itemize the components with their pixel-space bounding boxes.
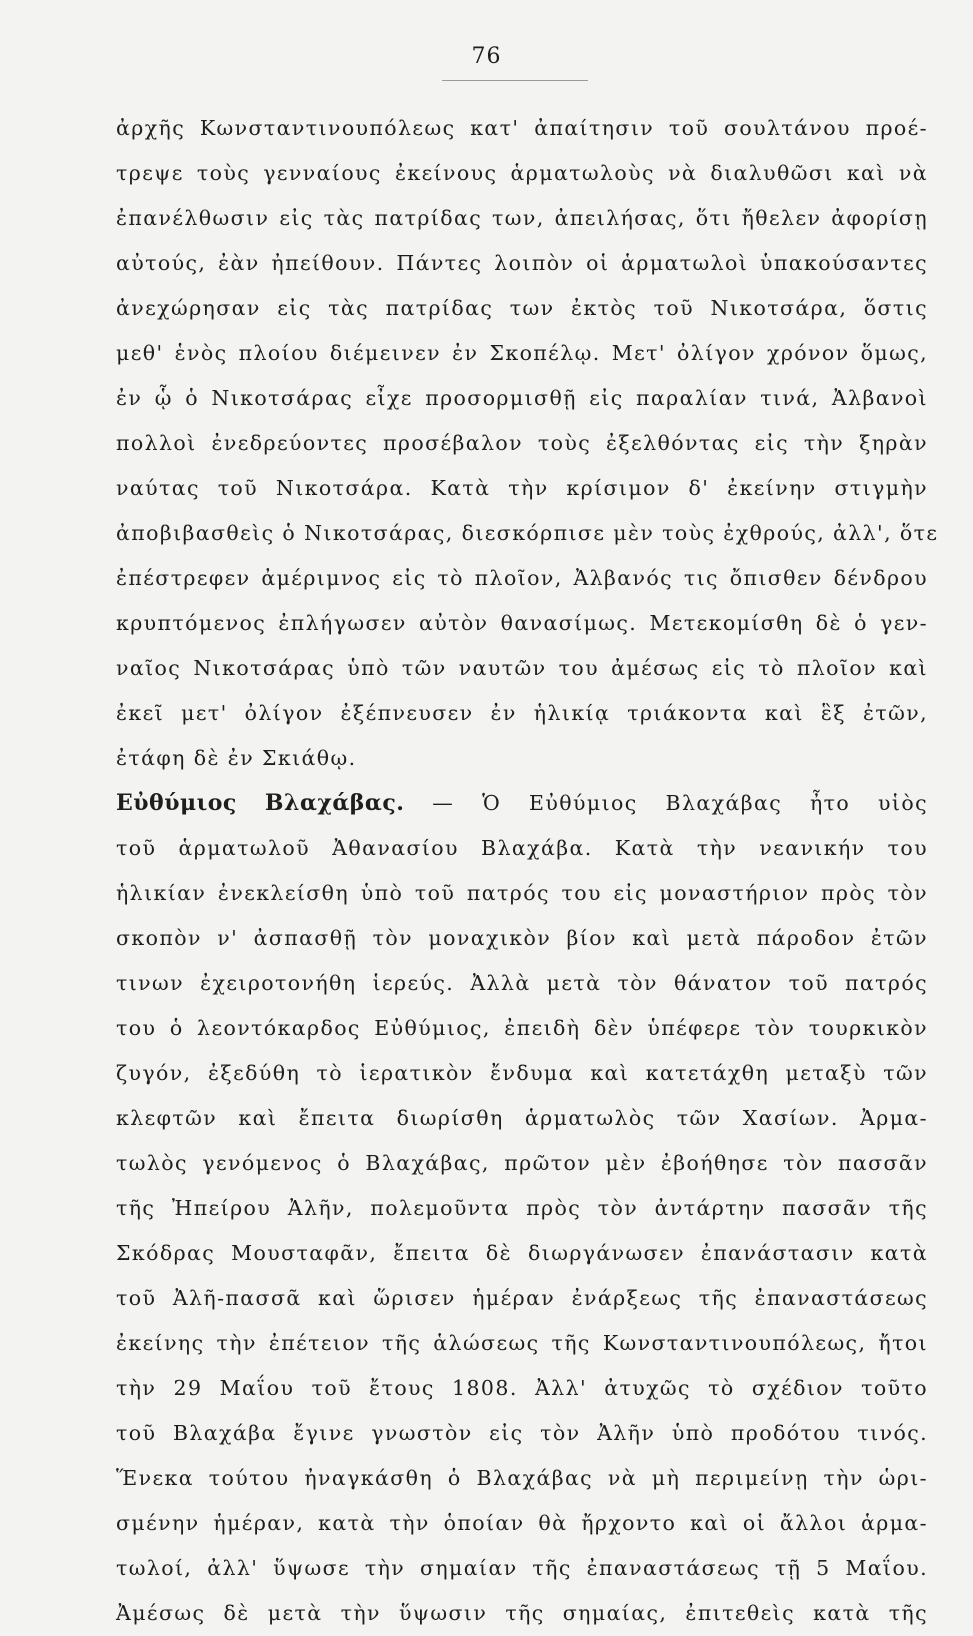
header-rule xyxy=(442,80,588,81)
text-line: Ἀμέσως δὲ μετὰ τὴν ὕψωσιν τῆς σημαίας, ἐπιτεθεὶς κατὰ τῆς xyxy=(116,1601,928,1625)
text-line: αὐτούς, ἐὰν ἠπείθουν. Πάντες λοιπὸν οἱ ἁρματωλοὶ ὑπακούσαντες xyxy=(116,251,928,275)
text-line: ναῖος Νικοτσάρας ὑπὸ τῶν ναυτῶν του ἀμέσως εἰς τὸ πλοῖον καὶ xyxy=(116,656,928,680)
text-line: του ὁ λεοντόκαρδος Εὐθύμιος, ἐπειδὴ δὲν ὑπέφερε τὸν τουρκικὸν xyxy=(116,1016,928,1040)
text-line: ἀνεχώρησαν εἰς τὰς πατρίδας των ἐκτὸς τοῦ Νικοτσάρα, ὅστις xyxy=(116,296,928,320)
heading-continuation: — Ὁ Εὐθύμιος Βλαχάβας ἦτο υἱὸς xyxy=(404,791,928,815)
section-vlachavas xyxy=(116,781,928,1636)
text-line: ἐκεῖ μετ' ὀλίγον ἐξέπνευσεν ἐν ἡλικίᾳ τριάκοντα καὶ ἓξ ἐτῶν, xyxy=(116,701,928,725)
text-line: Σκόδρας Μουσταφᾶν, ἔπειτα δὲ διωργάνωσεν ἐπανάστασιν κατὰ xyxy=(116,1241,928,1265)
text-line: ἐκείνης τὴν ἐπέτειον τῆς ἁλώσεως τῆς Κωνσταντινουπόλεως, ἤτοι xyxy=(116,1331,928,1355)
text-line: ἐτάφη δὲ ἐν Σκιάθῳ. xyxy=(116,746,357,770)
text-line: τῆς Ἠπείρου Ἀλῆν, πολεμοῦντα πρὸς τὸν ἀντάρτην πασσᾶν τῆς xyxy=(116,1196,928,1220)
text-line: κρυπτόμενος ἐπλήγωσεν αὐτὸν θανασίμως. Μετεκομίσθη δὲ ὁ γεν- xyxy=(116,611,928,635)
text-line: τωλοί, ἀλλ' ὕψωσε τὴν σημαίαν τῆς ἐπαναστάσεως τῇ 5 Μαΐου. xyxy=(116,1556,928,1580)
text-line: τρεψε τοὺς γενναίους ἐκείνους ἁρματωλοὺς νὰ διαλυθῶσι καὶ νὰ xyxy=(116,161,928,185)
text-line: ναύτας τοῦ Νικοτσάρα. Κατὰ τὴν κρίσιμον δ' ἐκείνην στιγμὴν xyxy=(116,476,928,500)
text-line: σμένην ἡμέραν, κατὰ τὴν ὁποίαν θὰ ἤρχοντο καὶ οἱ ἄλλοι ἁρμα- xyxy=(116,1511,928,1535)
page-number: 76 xyxy=(471,44,502,69)
text-line: ἡλικίαν ἐνεκλείσθη ὑπὸ τοῦ πατρός του εἰς μοναστήριον πρὸς τὸν xyxy=(116,881,928,905)
paragraph-nikotsaras xyxy=(116,106,939,781)
text-line: σκοπὸν ν' ἀσπασθῇ τὸν μοναχικὸν βίον καὶ μετὰ πάροδον ἐτῶν xyxy=(116,926,928,950)
text-line: τοῦ ἁρματωλοῦ Ἀθανασίου Βλαχάβα. Κατὰ τὴν νεανικήν του xyxy=(116,836,928,860)
body-text xyxy=(116,106,939,1636)
text-line: ἐπέστρεφεν ἀμέριμνος εἰς τὸ πλοῖον, Ἀλβανός τις ὄπισθεν δένδρου xyxy=(116,566,928,590)
text-line: τοῦ Ἀλῆ-πασσᾶ καὶ ὥρισεν ἡμέραν ἐνάρξεως τῆς ἐπαναστάσεως xyxy=(116,1286,928,1310)
text-line: τινων ἐχειροτονήθη ἱερεύς. Ἀλλὰ μετὰ τὸν θάνατον τοῦ πατρός xyxy=(116,971,928,995)
section-heading: Εὐθύμιος Βλαχάβας. xyxy=(116,790,405,816)
text-line: ἀποβιβασθεὶς ὁ Νικοτσάρας, διεσκόρπισε μὲν τοὺς ἐχθρούς, ἀλλ', ὅτε xyxy=(116,521,939,545)
text-line: ἐπανέλθωσιν εἰς τὰς πατρίδας των, ἀπειλήσας, ὅτι ἤθελεν ἀφορίσῃ xyxy=(116,206,928,230)
text-line: τὴν 29 Μαΐου τοῦ ἔτους 1808. Ἀλλ' ἀτυχῶς τὸ σχέδιον τοῦτο xyxy=(116,1376,928,1400)
text-line: ἐν ᾧ ὁ Νικοτσάρας εἶχε προσορμισθῇ εἰς παραλίαν τινά, Ἀλβανοὶ xyxy=(116,386,928,410)
text-line: Ἕνεκα τούτου ἠναγκάσθη ὁ Βλαχάβας νὰ μὴ περιμείνῃ τὴν ὡρι- xyxy=(116,1466,928,1490)
text-line: τωλὸς γενόμενος ὁ Βλαχάβας, πρῶτον μὲν ἐβοήθησε τὸν πασσᾶν xyxy=(116,1151,928,1175)
text-line: μεθ' ἑνὸς πλοίου διέμεινεν ἐν Σκοπέλῳ. Μετ' ὀλίγον χρόνον ὅμως, xyxy=(116,341,928,365)
text-line: κλεφτῶν καὶ ἔπειτα διωρίσθη ἁρματωλὸς τῶν Χασίων. Ἀρμα- xyxy=(116,1106,928,1130)
text-line: ἀρχῆς Κωνσταντινουπόλεως κατ' ἀπαίτησιν τοῦ σουλτάνου προέ- xyxy=(116,116,928,140)
text-line: ζυγόν, ἐξεδύθη τὸ ἱερατικὸν ἔνδυμα καὶ κατετάχθη μεταξὺ τῶν xyxy=(116,1061,928,1085)
text-line: πολλοὶ ἐνεδρεύοντες προσέβαλον τοὺς ἐξελθόντας εἰς τὴν ξηρὰν xyxy=(116,431,928,455)
text-line: τοῦ Βλαχάβα ἔγινε γνωστὸν εἰς τὸν Ἀλῆν ὑπὸ προδότου τινός. xyxy=(116,1421,928,1445)
section-heading-line xyxy=(116,781,928,826)
